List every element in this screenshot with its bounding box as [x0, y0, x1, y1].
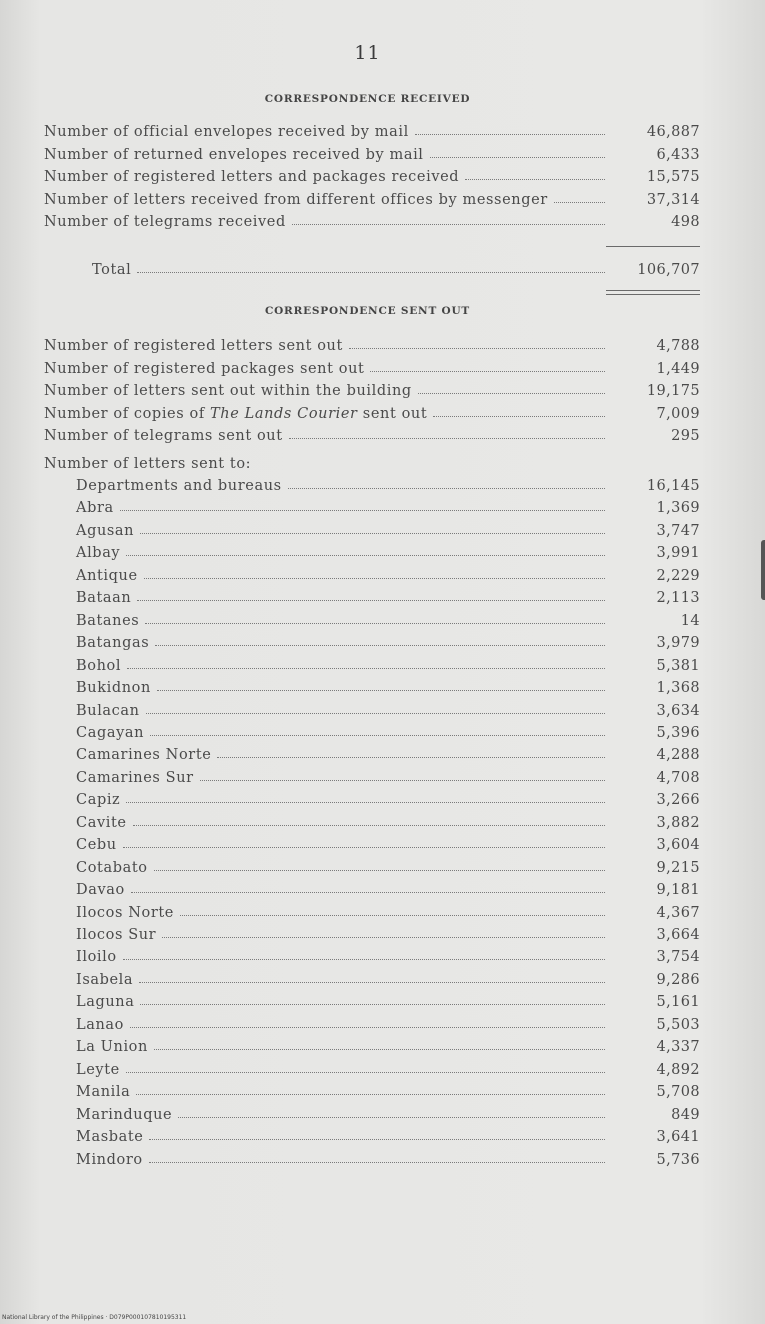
row-label: Bulacan — [76, 702, 140, 719]
row-value: 849 — [671, 1106, 700, 1123]
row-value: 1,369 — [656, 500, 700, 517]
destination-row — [76, 519, 700, 539]
destination-row — [76, 496, 700, 516]
destination-row — [76, 1125, 700, 1145]
dot-leader — [465, 179, 605, 180]
row-value: 3,979 — [656, 635, 700, 652]
received-row — [44, 143, 700, 163]
dot-leader — [149, 1162, 605, 1163]
dot-leader — [433, 416, 605, 417]
publication-title: The Lands Courier — [210, 405, 358, 422]
dot-leader — [178, 1117, 605, 1118]
dot-leader — [144, 578, 605, 579]
destination-row — [76, 541, 700, 561]
row-label: Batanes — [76, 612, 140, 629]
dot-leader — [123, 847, 605, 848]
row-label: Isabela — [76, 971, 134, 988]
dot-leader — [131, 892, 605, 893]
dot-leader — [155, 645, 605, 646]
destination-row — [76, 699, 700, 719]
sent-row — [44, 424, 700, 444]
dot-leader — [288, 488, 605, 489]
total-double-rule-bottom — [606, 294, 700, 295]
dot-leader — [430, 157, 605, 158]
row-value: 4,288 — [656, 747, 700, 764]
row-value: 19,175 — [646, 383, 700, 399]
row-label: Number of registered letters sent out — [44, 338, 343, 354]
dot-leader — [136, 1094, 605, 1095]
destination-row — [76, 923, 700, 943]
row-value: 3,266 — [656, 792, 700, 809]
row-value: 3,991 — [656, 545, 700, 562]
row-label: Number of letters sent out within the building — [44, 383, 412, 399]
dot-leader — [140, 1004, 605, 1005]
row-value: 1,368 — [656, 680, 700, 697]
row-value: 5,381 — [656, 657, 700, 674]
destination-row — [76, 833, 700, 853]
row-value: 3,641 — [656, 1129, 700, 1146]
dot-leader — [200, 780, 605, 781]
dot-leader — [292, 224, 605, 225]
row-label: Cavite — [76, 814, 127, 831]
row-label: Batangas — [76, 635, 150, 652]
row-label: Laguna — [76, 994, 135, 1011]
row-label: Ilocos Norte — [76, 904, 174, 921]
row-label: Camarines Norte — [76, 747, 212, 764]
dot-leader — [137, 272, 605, 273]
sent-heading: CORRESPONDENCE SENT OUT — [264, 305, 471, 317]
destination-row — [76, 676, 700, 696]
row-value: 9,215 — [656, 859, 700, 876]
row-value: 16,145 — [646, 478, 700, 494]
dot-leader — [139, 982, 605, 983]
destination-row — [76, 564, 700, 584]
destination-row — [76, 1035, 700, 1055]
row-label: Agusan — [76, 522, 135, 539]
destination-row — [76, 609, 700, 629]
destination-row — [76, 743, 700, 763]
row-label: Manila — [76, 1084, 131, 1101]
row-value: 4,367 — [656, 904, 700, 921]
destination-row — [76, 1058, 700, 1078]
dot-leader — [370, 371, 605, 372]
scan-edge-mark — [761, 540, 765, 600]
received-row — [44, 120, 700, 140]
row-value: 7,009 — [656, 405, 700, 422]
row-value: 3,664 — [656, 927, 700, 943]
row-label: Number of telegrams received — [44, 214, 286, 230]
received-heading: CORRESPONDENCE RECEIVED — [264, 93, 471, 105]
total-value: 106,707 — [637, 262, 700, 278]
dot-leader — [154, 1049, 605, 1050]
dot-leader — [123, 959, 605, 960]
destination-row — [76, 766, 700, 786]
letters-sent-to-row — [44, 452, 644, 472]
total-row — [92, 258, 700, 278]
row-value: 3,754 — [656, 949, 700, 966]
received-row — [44, 188, 700, 208]
row-label: Masbate — [76, 1129, 144, 1146]
row-label-part: Number of copies of — [44, 405, 210, 422]
row-label: Bukidnon — [76, 680, 151, 697]
row-value: 4,337 — [656, 1039, 700, 1056]
row-value: 2,229 — [656, 567, 700, 584]
sent-row — [44, 357, 700, 377]
sent-row — [44, 334, 700, 354]
row-label: Number of telegrams sent out — [44, 428, 283, 444]
row-label: Leyte — [76, 1061, 120, 1078]
row-label: Bataan — [76, 590, 132, 607]
row-label: Cagayan — [76, 724, 145, 741]
row-label: Capiz — [76, 792, 121, 809]
dot-leader — [126, 802, 605, 803]
row-label: Departments and bureaus — [76, 478, 282, 494]
row-label: Abra — [76, 500, 114, 517]
row-value: 37,314 — [646, 191, 700, 208]
dot-leader — [217, 757, 605, 758]
row-value: 5,708 — [656, 1084, 700, 1101]
dot-leader — [349, 348, 605, 349]
dot-leader — [127, 668, 605, 669]
row-label: Number of registered packages sent out — [44, 360, 365, 377]
sent-row — [44, 379, 700, 399]
dot-leader — [415, 134, 605, 135]
destination-row — [76, 1013, 700, 1033]
row-label: Number of letters received from different offices by messenger — [44, 191, 548, 208]
row-value: 6,433 — [656, 146, 700, 163]
destination-row — [76, 901, 700, 921]
row-value: 2,113 — [656, 590, 700, 607]
destination-row — [76, 811, 700, 831]
row-label: Number of registered letters and packages received — [44, 169, 460, 185]
row-value: 9,181 — [656, 882, 700, 899]
row-value: 4,708 — [656, 769, 700, 786]
dot-leader — [180, 915, 605, 916]
row-label: Albay — [76, 545, 121, 562]
row-label — [44, 406, 433, 422]
row-value: 9,286 — [656, 971, 700, 988]
row-label: Camarines Sur — [76, 769, 194, 786]
dot-leader — [140, 533, 605, 534]
row-value: 46,887 — [646, 124, 700, 140]
received-row — [44, 165, 700, 185]
dot-leader — [162, 937, 605, 938]
row-value: 5,736 — [656, 1151, 700, 1168]
dot-leader — [120, 510, 605, 511]
row-value: 5,396 — [656, 724, 700, 741]
row-label: Cebu — [76, 837, 117, 854]
row-value: 4,892 — [656, 1061, 700, 1078]
row-value: 3,747 — [656, 522, 700, 539]
dot-leader — [150, 735, 605, 736]
subtotal-rule — [606, 246, 700, 247]
row-value: 5,503 — [656, 1016, 700, 1033]
row-label: Cotabato — [76, 859, 148, 876]
dot-leader — [154, 870, 605, 871]
dot-leader — [145, 623, 605, 624]
destination-row — [76, 968, 700, 988]
row-label: La Union — [76, 1039, 148, 1056]
destination-row — [76, 474, 700, 494]
page-number: 11 — [354, 42, 381, 64]
destination-row — [76, 654, 700, 674]
row-value: 14 — [680, 612, 700, 629]
row-value: 3,882 — [656, 814, 700, 831]
sent-row — [44, 402, 700, 422]
dot-leader — [126, 1072, 605, 1073]
dot-leader — [146, 713, 605, 714]
row-value: 4,788 — [656, 338, 700, 354]
received-row — [44, 210, 700, 230]
dot-leader — [149, 1139, 605, 1140]
destination-row — [76, 631, 700, 651]
destination-row — [76, 856, 700, 876]
footer-credit: National Library of the Philippines · D079P000107810195311 — [2, 1314, 187, 1321]
row-label: Marinduque — [76, 1106, 173, 1123]
row-value: 1,449 — [656, 360, 700, 377]
dot-leader — [554, 202, 605, 203]
dot-leader — [126, 555, 605, 556]
row-label: Number of returned envelopes received by mail — [44, 146, 424, 163]
row-label-part: sent out — [357, 405, 428, 422]
destination-row — [76, 788, 700, 808]
destination-row — [76, 990, 700, 1010]
dot-leader — [130, 1027, 605, 1028]
row-value: 3,634 — [656, 702, 700, 719]
destination-row — [76, 945, 700, 965]
row-label: Lanao — [76, 1016, 124, 1033]
row-label: Bohol — [76, 657, 122, 674]
destination-row — [76, 586, 700, 606]
total-double-rule-top — [606, 290, 700, 291]
destination-row — [76, 1148, 700, 1168]
row-label: Number of official envelopes received by mail — [44, 124, 409, 140]
dot-leader — [133, 825, 605, 826]
dot-leader — [157, 690, 605, 691]
destination-row — [76, 878, 700, 898]
row-label: Davao — [76, 882, 125, 899]
destination-row — [76, 1080, 700, 1100]
dot-leader — [289, 438, 605, 439]
total-label: Total — [92, 262, 132, 278]
row-value: 5,161 — [656, 994, 700, 1011]
row-value: 498 — [671, 214, 700, 230]
row-value: 15,575 — [646, 169, 700, 185]
row-value: 3,604 — [656, 837, 700, 854]
dot-leader — [418, 393, 605, 394]
row-label: Iloilo — [76, 949, 117, 966]
destination-row — [76, 721, 700, 741]
row-label: Ilocos Sur — [76, 927, 157, 943]
row-label: Antique — [76, 567, 138, 584]
dot-leader — [137, 600, 605, 601]
row-label: Mindoro — [76, 1151, 143, 1168]
row-value: 295 — [671, 428, 700, 444]
destination-row — [76, 1103, 700, 1123]
letters-sent-to-label: Number of letters sent to: — [44, 456, 252, 472]
